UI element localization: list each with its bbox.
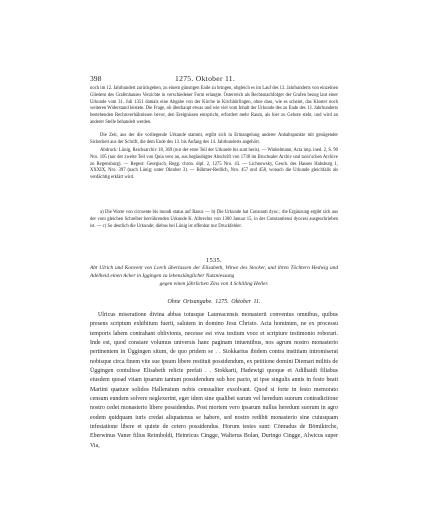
page-header — [90, 74, 335, 84]
variant-notes-paragraph: a) Die Worte von circuente bis mundi status auf Rasur. — b) Die Urkunde hat Constanti dyoc.; die Ergänzung ergibt sich aus der vom gleichen Schreiber herrührenden Urkunde K. Albrechts von 1300 Januar 15, in der Constantiensi dyocesi ausgeschrieben ist. — c) So deutlich die Urkunde; diebus bei Lünig ist offenbar nur Druckfehler. — [90, 210, 338, 229]
charter-paragraph: Ulricus miseratione divina abbas totusque Laureacensis monasterii conventus omnibus, quibus presens scriptum exhibitum fuerit, salutem in domino Jesu Christo. Acta hominum, ne ex processu temporis labem contrahant oblivionis, necesse est viva testium voce et scripture testimonio roborari. Inde est, quod constare volumus universis hanc paginam intuentibus, nos agrum nostro monasterio pertinentem in Üggingen situm, de quo pridem se . . Stokkarius ibidem contra institiam intromiserat nobisque circa finem vite sue ipsum libere restituit possidendum, ex petitione domini Diemari militis de Üggingen contulisse Elisabeth relicte prefati . . Stokkarii, Hadewigi quoque et Adilhaidi filiabus eiusdem quoad vitam ipsarum tantum possidendum sub hoc pacto, ut ipse singulis annis in festo beati Martini quatuor solidos Hallensium nobis censualiter exsolvant. Quod si forte in festo memorato censum eundem solvere neglexerint, eger idem sine qualibet earum vel heredum suorum contradictione nostro cedet monasterio libere possidendus. Post mortem vero ipsarum nullus heredum suorum in agro eodem quidquam iuris credat aliquatenus se habere, sed nostro redibit monasterio sine cuiusquam infestatione libere et quiete de cetero possidendus. Horum testes sunt: Cōnradus de Bōmikirche, Eberwinus Vaner filius Reimboldi, Heinricus Cingge, Walterus Bolan, Duringo Cingge, Alwicus super Via, — [90, 312, 338, 449]
regest-text: Abt Ulrich und Konvent von Lorch überlassen der Elisabeth, Witwe des Stocker, und ihren Töchtern Hedwig und Adelheid einen Acker in Iggingen zu lebenslänglicher Nutzniessung — [90, 265, 338, 280]
commentary-note-3 — [90, 148, 338, 182]
commentary-note-1 — [90, 86, 338, 127]
document-number: 1535. — [206, 257, 222, 264]
page-number: 398 — [90, 74, 102, 83]
editions-paragraph: Abdruck: Lünig, Reichsarchiv 18, 369 (nur der erste Teil der Urkunde bis sunt heris). — Winkelmann, Acta imp. ined. 2, S. 90 Nro. 105 (nur der zweite Teil von Quia vero an, aus beglaubigter Abschrift von 1738 im Bruchsaler Archiv und taxis'schen Archive zu Regensburg). — Regest: Georgisch, Regg. chron. dipl. 2, 1275 Nro. 43. — Lichnowsky, Gesch. des Hauses Habsburg 1, XXXIX, Nro. 397 (nach Lünig; unter Oktober 3). — Böhmer-Redlich, Nro. 457 und 458, wonach die Urkunde gleichfalls als verdächtig erklärt wird. — [90, 148, 338, 180]
commentary-paragraph: noch im 12. Jahrhundert zurückgehen, zu einem günstigen Ende zu bringen, obgleich es im Lauf des 13. Jahrhunderts von einzelnen Gliedern des Grafenhauses Verzichte in verschiedener Form erlangte. Österreich als Rechtsnachfolger der Grafen bezog laut einer Urkunde vom 31. Juli 1351 damals eine Abgabe von der Kirche in Kirchbürlingen, ohne dass, wie es scheint, das Kloster noch weiteren Widerstand leistete. Die Frage, ob überhaupt etwas und wie viel vom Inhalt der Urkunde des zu Ende des 13. Jahrhunderts bestehenden Rechtsverhältnissen bevor, den Ereignissen entspricht, erfordert mehr Raum, als hier zu Gebote steht, und wird an anderer Stelle behandelt werden. — [90, 86, 338, 125]
document-regest — [90, 264, 338, 289]
place-and-date: Ohne Ortsangabe. 1275. Oktober 11. — [167, 299, 261, 305]
running-title: 1275. Oktober 11. — [175, 74, 236, 83]
charter-text — [90, 311, 338, 451]
regest-last-line: gegen einen jährlichen Zins von 4 Schilling Heller. — [159, 281, 269, 288]
textual-notes — [90, 210, 338, 230]
commentary-note-2 — [90, 133, 338, 147]
date-note-paragraph: Die Zeit, aus der die vorliegende Urkunde stammt, ergibt sich in Ermangelung anderer Anhaltspunkte mit genügender Sicherheit aus der Schrift, die dem Ende des 13. bis Anfang des 14. Jahrhunderts angehört. — [90, 133, 338, 145]
